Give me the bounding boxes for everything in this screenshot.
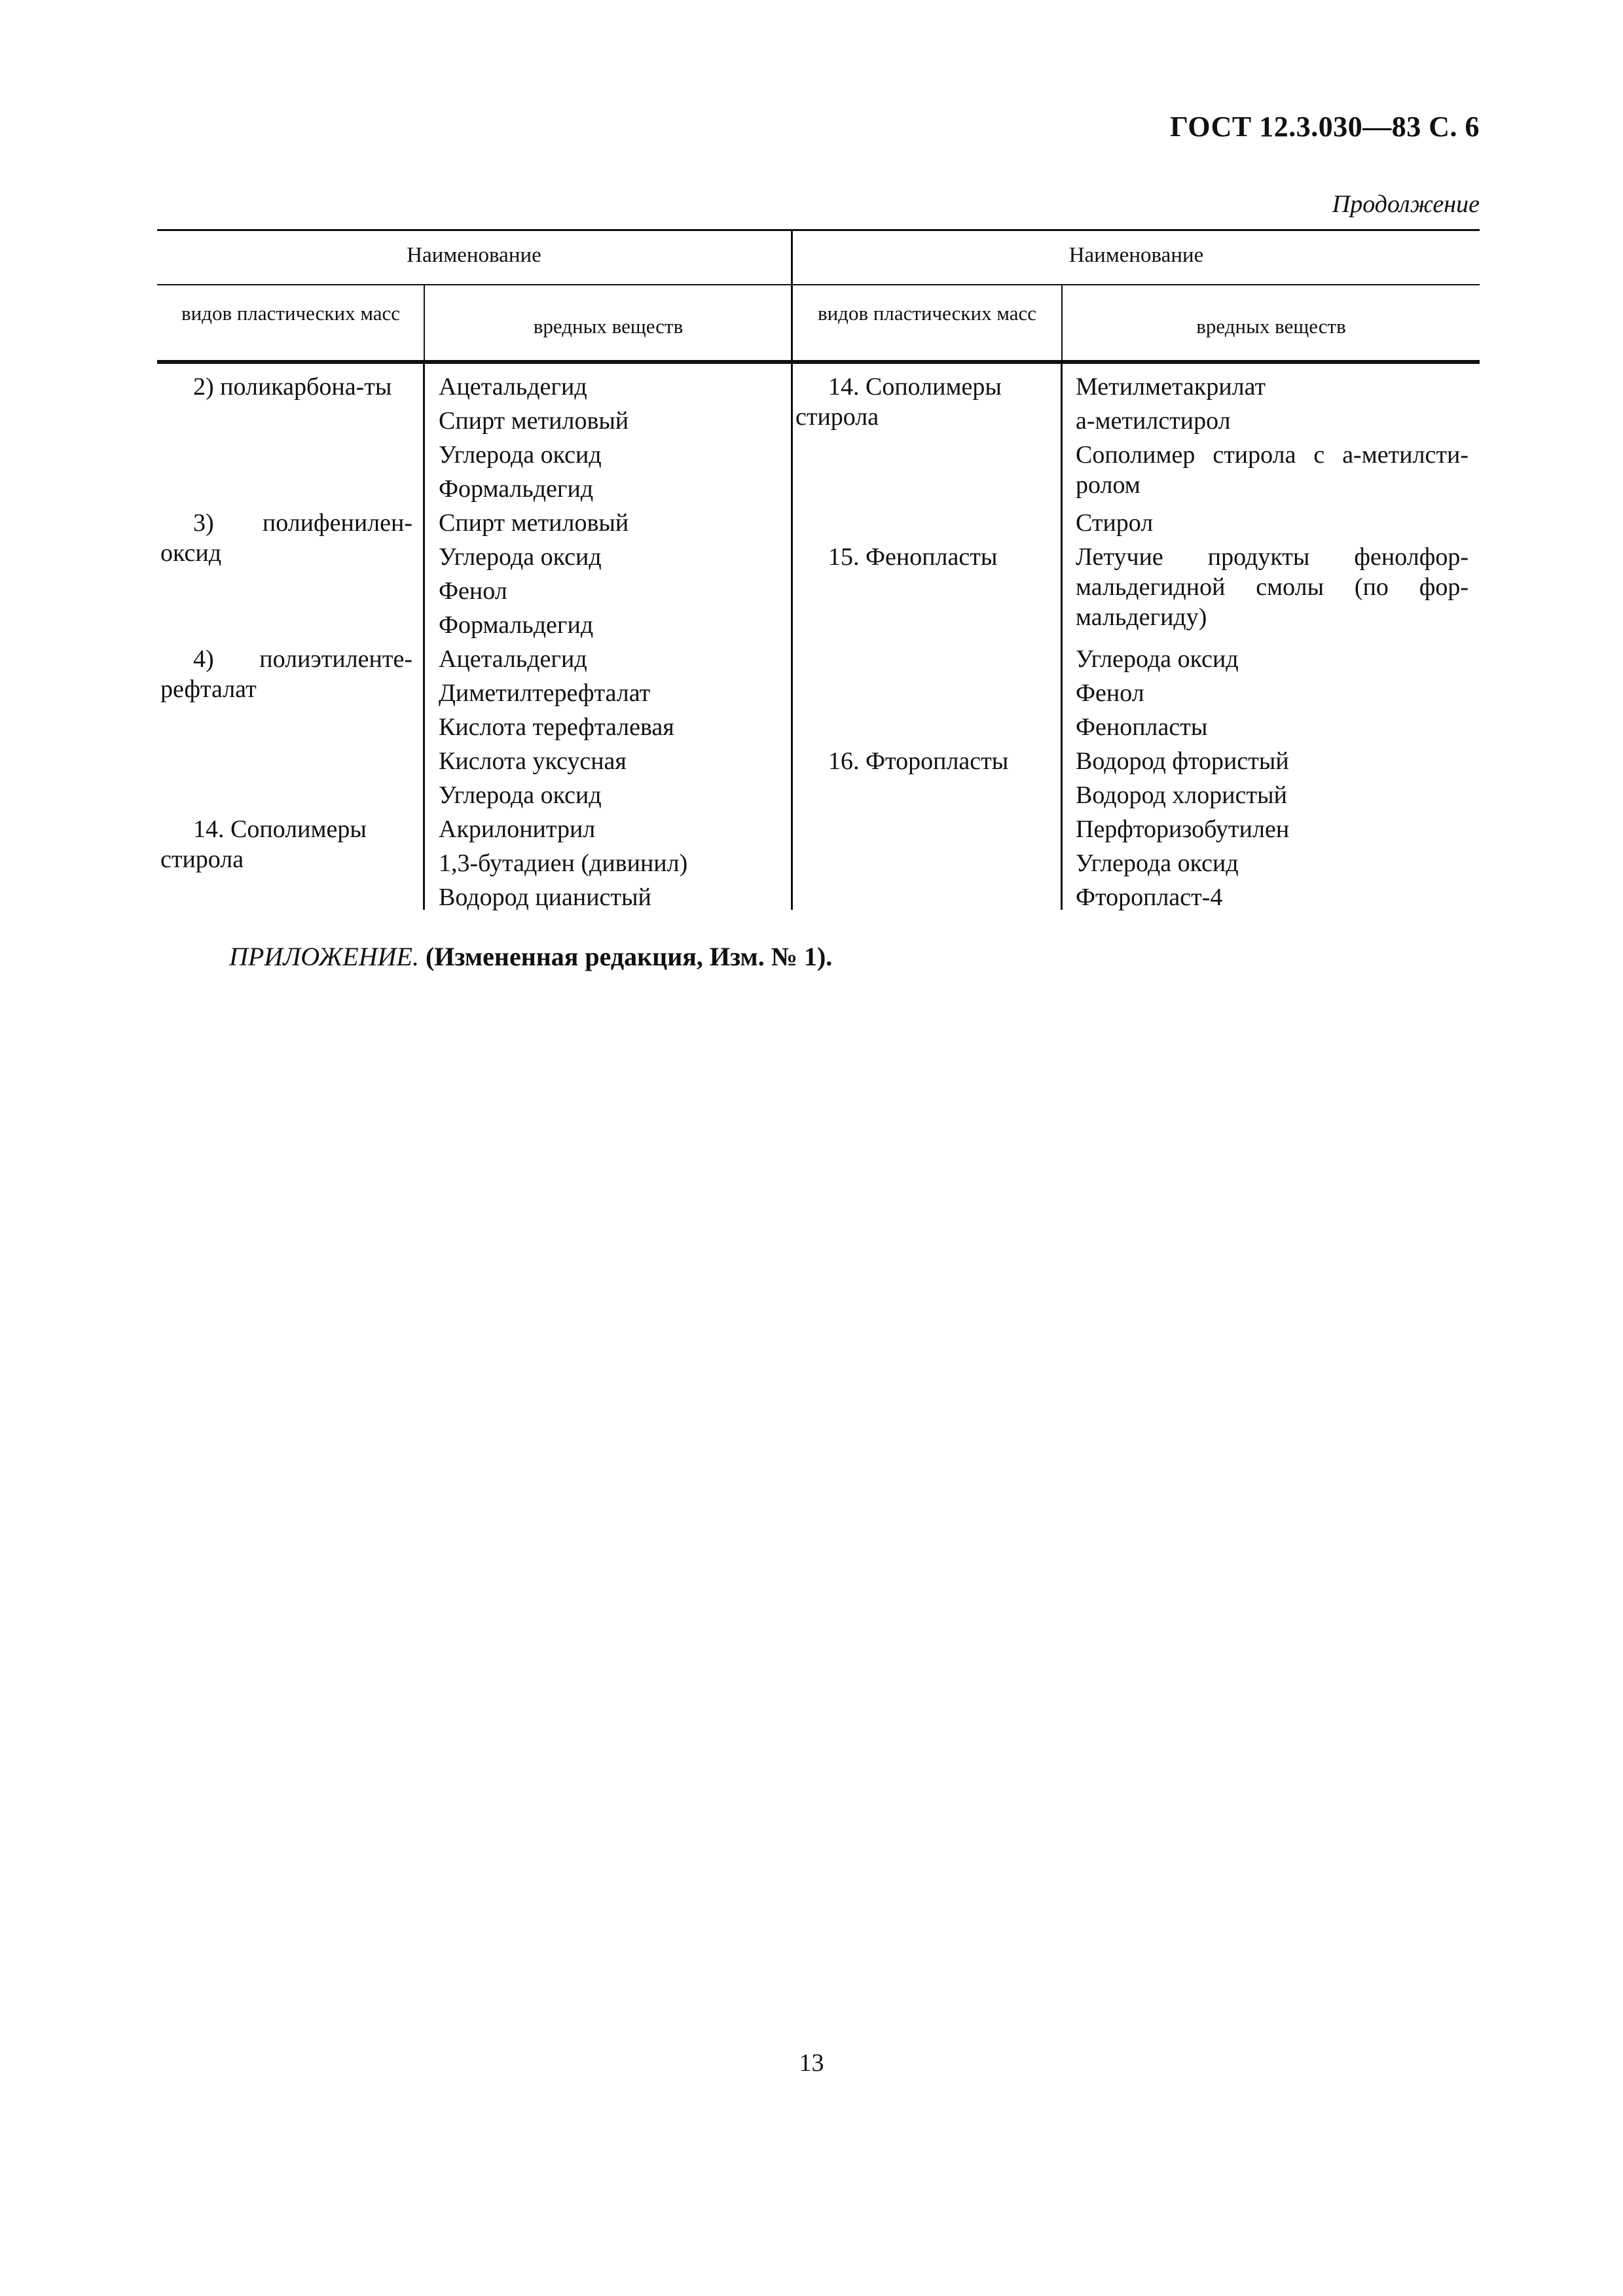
right-substance: Сополимер стирола с a-метилсти-ролом [1076,441,1468,499]
left-plastic-3: 4) полиэтиленте-рефталат [160,645,412,703]
continuation-label: Продолжение [1332,190,1480,218]
left-substance: Спирт метиловый [439,509,629,537]
amendment-italic: ПРИЛОЖЕНИЕ. [229,942,419,971]
left-substance: Кислота уксусная [439,747,627,775]
right-substance: Водород фтористый [1076,747,1289,775]
left-substance: Кислота терефталевая [439,713,674,741]
table-top-rule [157,229,1480,231]
right-plastic-3: 16. Фторопласты [828,747,1009,775]
header-bottom-rule [157,360,1480,364]
left-substance: Ацетальдегид [439,373,587,401]
right-plastic-2: 15. Фенопласты [828,543,998,571]
left-substance: Фенол [439,577,507,605]
left-substance: Спирт метиловый [439,407,629,435]
left-plastic-4: 14. Сополимеры стирола [160,816,367,873]
left-substance: Ацетальдегид [439,645,587,673]
right-substance: Углерода оксид [1076,645,1239,673]
left-substance: Углерода оксид [439,543,602,571]
right-substance: Фенол [1076,679,1144,707]
amendment-note [229,941,832,972]
left-substance: Углерода оксид [439,781,602,809]
right-substance: Перфторизобутилен [1076,816,1290,843]
right-substance: Фенопласты [1076,713,1208,741]
left-sub-harmful: вредных веществ [533,315,684,338]
left-substance: 1,3-бутадиен (дивинил) [439,850,688,877]
header-code: ГОСТ 12.3.030—83 С. 6 [1169,111,1480,143]
left-body-divider [423,364,425,910]
right-header: Наименование [1068,243,1204,267]
left-plastic-2: 3) полифенилен-оксид [160,509,412,567]
left-substance: Формальдегид [439,611,594,639]
left-sub-plastics: видов пластических масс [181,302,401,325]
left-header: Наименование [407,243,541,267]
right-substance: Летучие продукты фенолфор-мальдегидной смолы (по фор-мальдегиду) [1076,543,1468,631]
amendment-bold: (Измененная редакция, Изм. № 1). [425,942,833,971]
right-plastic-1: 14. Сополимеры стирола [795,373,1002,431]
left-substance: Формальдегид [439,475,594,503]
center-divider [791,229,793,910]
right-substance: Метилметакрилат [1076,373,1266,401]
right-substance: Фторопласт-4 [1076,884,1223,911]
page-number: 13 [799,2049,824,2077]
right-substance: Углерода оксид [1076,850,1239,877]
left-substance: Диметилтерефталат [439,679,651,707]
left-substance: Углерода оксид [439,441,602,469]
right-body-divider [1061,364,1063,910]
header-divider-rule [157,284,1480,285]
right-sub-plastics: видов пластических масс [817,302,1037,325]
right-sub-harmful: вредных веществ [1196,315,1346,338]
right-substance: Водород хлористый [1076,781,1287,809]
left-substance: Акрилонитрил [439,816,596,843]
left-substance: Водород цианистый [439,884,651,911]
left-plastic-1: 2) поликарбона-ты [193,373,392,401]
right-substance: Стирол [1076,509,1154,537]
right-substance: a-метилстирол [1076,407,1231,435]
